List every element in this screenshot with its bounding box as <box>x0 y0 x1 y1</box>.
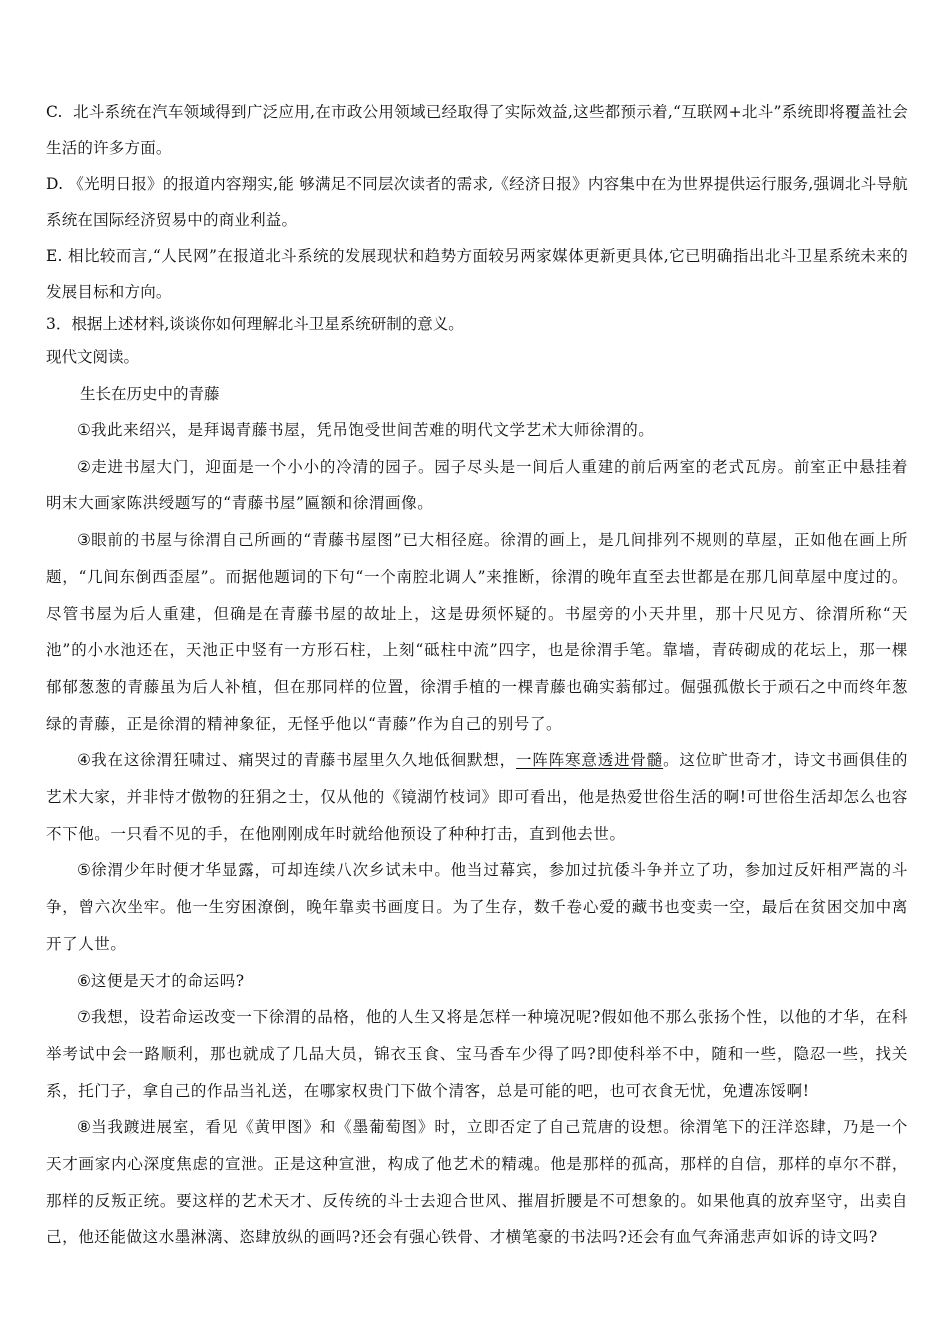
paragraph-number: ⑦ <box>77 1008 91 1027</box>
paragraph-7 <box>46 999 908 1109</box>
paragraph-number: ② <box>77 457 92 476</box>
option-e-label: E. <box>46 247 63 265</box>
paragraph-2 <box>46 449 908 522</box>
option-d-label: D. <box>46 175 64 193</box>
paragraph-5 <box>46 852 908 962</box>
paragraph-8 <box>46 1109 908 1256</box>
paragraph-text: 当我踱进展室，看见《黄甲图》和《墨葡萄图》时，立即否定了自己荒唐的设想。徐渭笔下的汪洋恣肆，乃是一个天才画家内心深度焦虑的宣泄。正是这种宣泄，构成了他艺术的精魂。他是那样的孤高，那样的自信，那样的卓尔不群，那样的反叛正统。要这样的艺术天才、反传统的斗士去迎合世风、摧眉折腰是不可想象的。如果他真的放弃坚守，出卖自己，他还能做这水墨淋漓、恣肆放纵的画吗?还会有强心铁骨、才横笔豪的书法吗?还会有血气奔涌悲声如诉的诗文吗? <box>46 1118 908 1247</box>
option-c-label: C. <box>46 103 63 121</box>
paragraph-number: ④ <box>77 751 92 770</box>
option-c <box>46 94 908 166</box>
paragraph-4 <box>46 742 908 852</box>
option-c-text: 北斗系统在汽车领域得到广泛应用,在市政公用领域已经取得了实际效益,这些都预示着,“互联网+北斗”系统即将覆盖社会生活的许多方面。 <box>46 103 908 157</box>
option-e-text: 相比较而言,“人民网”在报道北斗系统的发展现状和趋势方面较另两家媒体更新更具体,它已明确指出北斗卫星系统未来的发展目标和方向。 <box>46 247 908 301</box>
question-3: 3．根据上述材料,谈谈你如何理解北斗卫星系统研制的意义。 <box>46 315 464 333</box>
paragraph-text-pre: 我在这徐渭狂啸过、痛哭过的青藤书屋里久久地低徊默想， <box>91 751 517 770</box>
paragraph-number: ③ <box>77 531 92 550</box>
article-title: 生长在历史中的青藤 <box>80 385 220 403</box>
paragraph-text: 徐渭少年时便才华显露，可却连续八次乡试未中。他当过幕宾，参加过抗倭斗争并立了功，参加过反奸相严嵩的斗争，曾六次坐牢。他一生穷困潦倒，晚年靠卖书画度日。为了生存，数千卷心爱的藏书也变卖一空，最后在贫困交加中离开了人世。 <box>46 861 908 953</box>
underlined-phrase: 一阵阵寒意透进骨髓 <box>516 751 664 770</box>
paragraph-1 <box>46 412 908 449</box>
paragraph-text: 眼前的书屋与徐渭自己所画的“青藤书屋图”已大相径庭。徐渭的画上，是几间排列不规则的草屋，正如他在画上所题，“几间东倒西歪屋”。而据他题词的下句“一个南腔北调人”来推断，徐渭的晚年直至去世都是在那几间草屋中度过的。尽管书屋为后人重建，但确是在青藤书屋的故址上，这是毋须怀疑的。书屋旁的小天井里，那十尺见方、徐渭所称“天池”的小水池还在，天池正中竖有一方形石柱，上刻“砥柱中流”四字，也是徐渭手笔。靠墙，青砖砌成的花坛上，那一棵郁郁葱葱的青藤虽为后人补植，但在那同样的位置，徐渭手植的一棵青藤也确实蓊郁过。倔强孤傲长于顽石之中而终年葱绿的青藤，正是徐渭的精神象征，无怪乎他以“青藤”作为自己的别号了。 <box>46 531 908 733</box>
paragraph-6 <box>46 963 908 1000</box>
paragraph-text: 走进书屋大门，迎面是一个小小的冷清的园子。园子尽头是一间后人重建的前后两室的老式瓦房。前室正中悬挂着明末大画家陈洪绶题写的“青藤书屋”匾额和徐渭画像。 <box>46 457 908 513</box>
paragraph-text: 我此来绍兴，是拜谒青藤书屋，凭吊饱受世间苦难的明代文学艺术大师徐渭的。 <box>90 421 655 439</box>
section-heading: 现代文阅读。 <box>46 348 140 366</box>
paragraph-number: ⑤ <box>77 861 92 880</box>
option-e <box>46 238 908 310</box>
paragraph-3 <box>46 522 908 742</box>
option-d-text: 《光明日报》的报道内容翔实,能 够满足不同层次读者的需求,《经济日报》内容集中在为世界提供运行服务,强调北斗导航系统在国际经济贸易中的商业利益。 <box>46 175 908 229</box>
paragraph-text-post: 。这位旷世奇才，诗文书画俱佳的艺术大家，并非恃才傲物的狂狷之士，仅从他的《镜湖竹枝词》即可看出，他是热爱世俗生活的啊!可世俗生活却怎么也容不下他。一只看不见的手，在他刚刚成年时就给他预设了种种打击，直到他去世。 <box>46 751 908 843</box>
option-d <box>46 166 908 238</box>
paragraph-text: 这便是天才的命运吗? <box>90 971 245 990</box>
article-body <box>46 412 908 1256</box>
paragraph-number: ⑥ <box>77 971 91 990</box>
paragraph-number: ① <box>77 421 91 439</box>
paragraph-number: ⑧ <box>77 1118 92 1137</box>
paragraph-text: 我想，设若命运改变一下徐渭的品格，他的人生又将是怎样一种境况呢?假如他不那么张扬个性，以他的才华，在科举考试中会一路顺利，那也就成了几品大员，锦衣玉食、宝马香车少得了吗?即使科举不中，随和一些，隐忍一些，找关系，托门子，拿自己的作品当礼送，在哪家权贵门下做个清客，总是可能的吧，也可衣食无忧，免遭冻馁啊! <box>46 1008 908 1100</box>
